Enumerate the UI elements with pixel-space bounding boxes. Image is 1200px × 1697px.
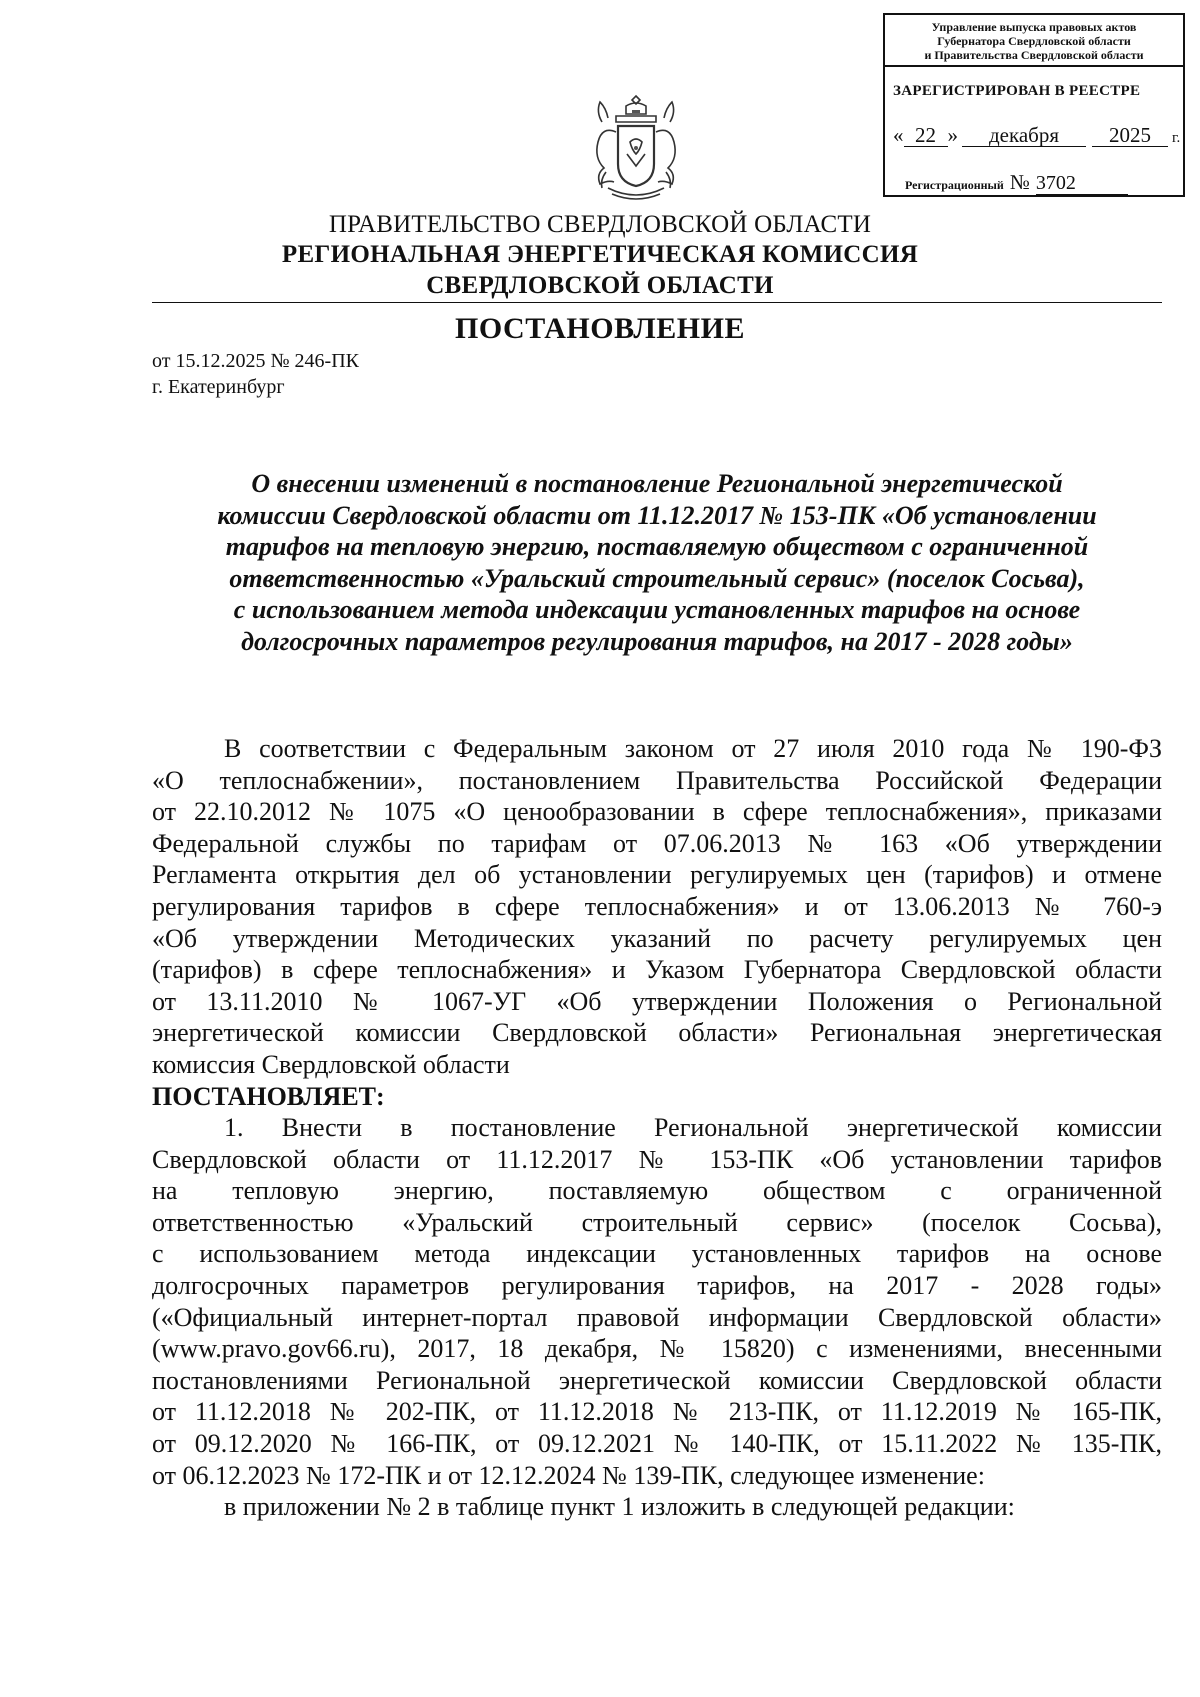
stamp-day: 22 <box>904 124 948 147</box>
stamp-number-row <box>905 170 1128 195</box>
text-line: «Об утверждении Методических указаний по расчету регулируемых цен <box>152 923 1162 953</box>
text-line: энергетической комиссии Свердловской области» Региональная энергетическая <box>152 1018 1162 1048</box>
text-line: от 09.12.2020 № 166-ПК, от 09.12.2021 № 140-ПК, от 15.11.2022 № 135-ПК, <box>152 1428 1162 1458</box>
text-line: (тарифов) в сфере теплоснабжения» и Указом Губернатора Свердловской области <box>152 955 1162 985</box>
text-line: в приложении № 2 в таблице пункт 1 изложить в следующей редакции: <box>224 1492 1015 1522</box>
text-line: «О теплоснабжении», постановлением Правительства Российской Федерации <box>152 765 1162 795</box>
stamp-registered-label: ЗАРЕГИСТРИРОВАН В РЕЕСТРЕ <box>893 83 1141 99</box>
text-line: В соответствии с Федеральным законом от 27 июля 2010 года № 190-ФЗ <box>224 734 1162 763</box>
text-line: комиссия Свердловской области <box>152 1049 510 1079</box>
text-line: с использованием метода индексации установленных тарифов на основе <box>152 1239 1162 1269</box>
text-line: постановлениями Региональной энергетической комиссии Свердловской области <box>152 1365 1162 1395</box>
subject-line: ответственностью «Уральский строительный сервис» (поселок Сосьва), <box>229 563 1085 593</box>
document-subject <box>152 468 1162 657</box>
commission-title-line1: РЕГИОНАЛЬНАЯ ЭНЕРГЕТИЧЕСКАЯ КОМИССИЯ <box>281 241 919 268</box>
item-1-paragraph <box>152 1112 1162 1523</box>
header-divider <box>152 302 1162 303</box>
text-line: регулирования тарифов в сфере теплоснабжения» и от 13.06.2013 № 760-э <box>152 891 1162 921</box>
document-city: г. Екатеринбург <box>152 376 285 398</box>
text-line: от 11.12.2018 № 202-ПК, от 11.12.2018 № 213-ПК, от 11.12.2019 № 165-ПК, <box>152 1397 1162 1427</box>
preamble-paragraph <box>152 733 1162 1112</box>
stamp-header <box>885 15 1183 67</box>
stamp-open-quote: « <box>893 123 904 147</box>
stamp-reg-number: 3702 <box>1036 172 1128 195</box>
stamp-close-quote: » <box>947 123 958 147</box>
stamp-header-line: и Правительства Свердловской области <box>924 48 1144 62</box>
text-line: от 13.11.2010 № 1067-УГ «Об утверждении Положения о Региональной <box>152 986 1162 1016</box>
registration-stamp <box>883 13 1185 197</box>
subject-line: тарифов на тепловую энергию, поставляемую обществом с ограниченной <box>225 532 1089 561</box>
stamp-year-suffix: г. <box>1172 130 1181 146</box>
subject-line: долгосрочных параметров регулирования тарифов, на 2017 - 2028 годы» <box>241 626 1073 656</box>
subject-line: О внесении изменений в постановление Региональной энергетической <box>251 469 1063 498</box>
resolves-heading: ПОСТАНОВЛЯЕТ: <box>152 1081 385 1111</box>
text-line: долгосрочных параметров регулирования тарифов, на 2017 - 2028 годы» <box>152 1270 1162 1300</box>
text-line: Федеральной службы по тарифам от 07.06.2013 № 163 «Об утверждении <box>152 828 1162 858</box>
stamp-number-sign: № <box>1009 170 1030 194</box>
text-line: («Официальный интернет-портал правовой информации Свердловской области» <box>152 1302 1162 1332</box>
coat-of-arms-icon <box>586 92 686 204</box>
text-line: 1. Внести в постановление Региональной энергетической комиссии <box>224 1113 1162 1142</box>
commission-title-line2: СВЕРДЛОВСКОЙ ОБЛАСТИ <box>426 272 774 299</box>
text-line: (www.pravo.gov66.ru), 2017, 18 декабря, № 15820) с изменениями, внесенными <box>152 1334 1162 1364</box>
stamp-month: декабря <box>962 124 1086 147</box>
stamp-reg-label: Регистрационный <box>905 178 1004 192</box>
text-line: Свердловской области от 11.12.2017 № 153-ПК «Об установлении тарифов <box>152 1144 1162 1174</box>
stamp-header-line: Губернатора Свердловской области <box>937 34 1131 48</box>
subject-line: комиссии Свердловской области от 11.12.2017 № 153-ПК «Об установлении <box>217 500 1097 530</box>
stamp-date <box>893 123 1180 148</box>
text-line: от 06.12.2023 № 172-ПК и от 12.12.2024 № 139-ПК, следующее изменение: <box>152 1460 985 1490</box>
stamp-year: 2025 <box>1092 124 1168 147</box>
document-date-number: от 15.12.2025 № 246-ПК <box>152 350 360 372</box>
government-title: ПРАВИТЕЛЬСТВО СВЕРДЛОВСКОЙ ОБЛАСТИ <box>328 211 872 238</box>
text-line: от 22.10.2012 № 1075 «О ценообразовании в сфере теплоснабжения», приказами <box>152 797 1162 827</box>
subject-line: с использованием метода индексации установленных тарифов на основе <box>233 595 1081 624</box>
document-type-title: ПОСТАНОВЛЕНИЕ <box>455 312 745 345</box>
stamp-header-line: Управление выпуска правовых актов <box>931 20 1137 34</box>
text-line: ответственностью «Уральский строительный сервис» (поселок Сосьва), <box>152 1207 1162 1237</box>
text-line: Регламента открытия дел об установлении регулируемых цен (тарифов) и отмене <box>152 860 1162 890</box>
text-line: на тепловую энергию, поставляемую обществом с ограниченной <box>152 1176 1162 1206</box>
